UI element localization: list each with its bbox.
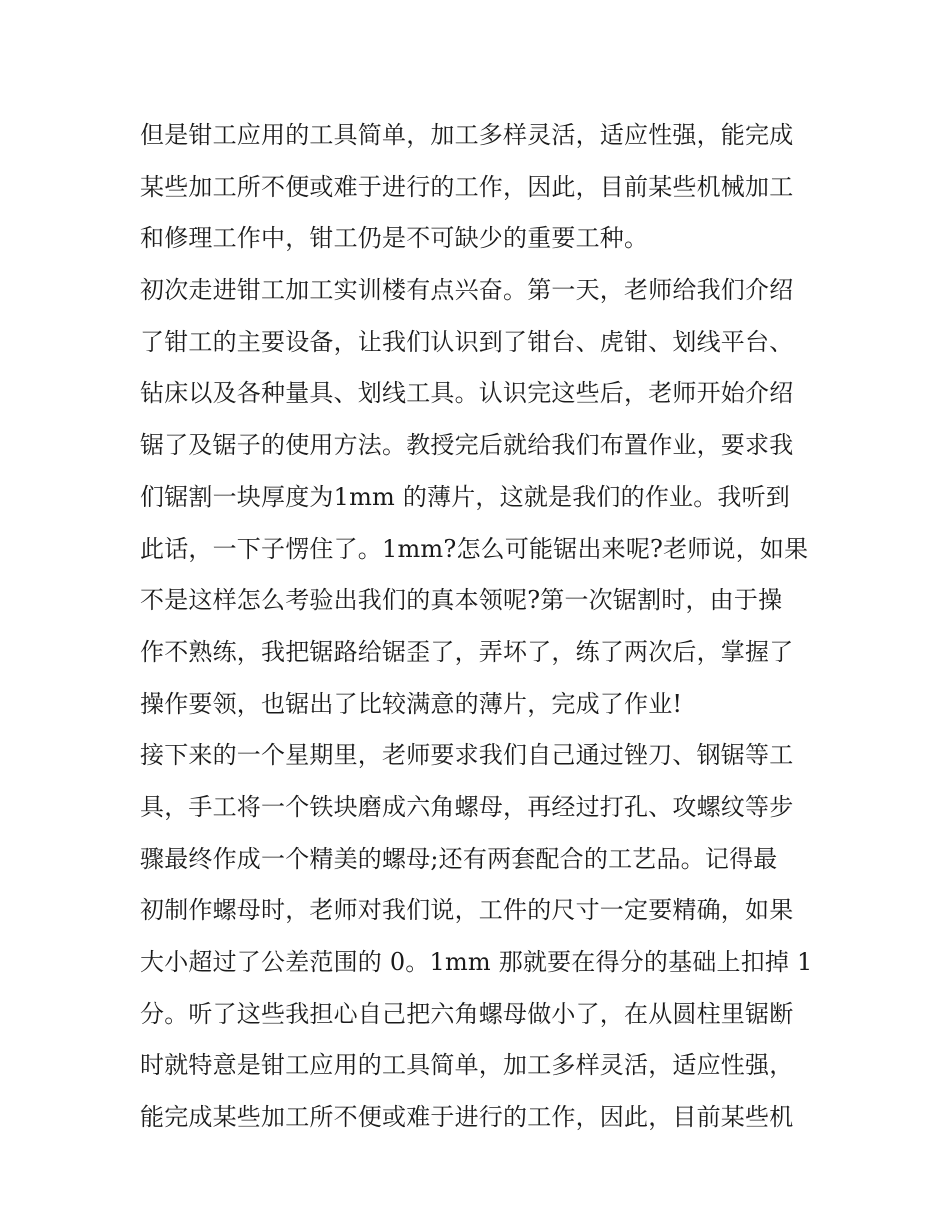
- text-line: 作不熟练，我把锯路给锯歪了，弄坏了，练了两次后，掌握了: [140, 637, 794, 666]
- text-line: 时就特意是钳工应用的工具简单，加工多样灵活，适应性强，: [140, 1051, 794, 1080]
- text-line: 骤最终作成一个精美的螺母;还有两套配合的工艺品。记得最: [140, 844, 778, 873]
- text-line: 们锯割一块厚度为1mm 的薄片，这就是我们的作业。我听到: [140, 482, 791, 511]
- text-line: 操作要领，也锯出了比较满意的薄片，完成了作业!: [140, 689, 683, 718]
- text-line: 具，手工将一个铁块磨成六角螺母，再经过打孔、攻螺纹等步: [140, 792, 794, 821]
- text-line: 初次走进钳工加工实训楼有点兴奋。第一天，老师给我们介绍: [140, 276, 794, 305]
- text-line: 接下来的一个星期里，老师要求我们自己通过锉刀、钢锯等工: [140, 741, 794, 770]
- text-line: 初制作螺母时，老师对我们说，工件的尺寸一定要精确，如果: [140, 896, 794, 925]
- text-line: 了钳工的主要设备，让我们认识到了钳台、虎钳、划线平台、: [140, 327, 794, 356]
- text-line: 不是这样怎么考验出我们的真本领呢?第一次锯割时，由于操: [140, 586, 783, 615]
- text-line: 锯了及锯子的使用方法。教授完后就给我们布置作业，要求我: [140, 431, 794, 460]
- text-line: 和修理工作中，钳工仍是不可缺少的重要工种。: [140, 224, 649, 253]
- text-line: 大小超过了公差范围的 0。1mm 那就要在得分的基础上扣掉 1: [140, 948, 813, 976]
- text-line: 某些加工所不便或难于进行的工作，因此，目前某些机械加工: [140, 172, 794, 201]
- text-line: 此话，一下子愣住了。1mm?怎么可能锯出来呢?老师说，如果: [140, 534, 809, 563]
- text-line: 但是钳工应用的工具简单，加工多样灵活，适应性强，能完成: [140, 121, 794, 149]
- body-text: [140, 110, 820, 1144]
- text-line: 钻床以及各种量具、划线工具。认识完这些后，老师开始介绍: [140, 379, 794, 408]
- text-line: 分。听了这些我担心自己把六角螺母做小了，在从圆柱里锯断: [140, 999, 794, 1028]
- text-line: 能完成某些加工所不便或难于进行的工作，因此，目前某些机: [140, 1103, 794, 1132]
